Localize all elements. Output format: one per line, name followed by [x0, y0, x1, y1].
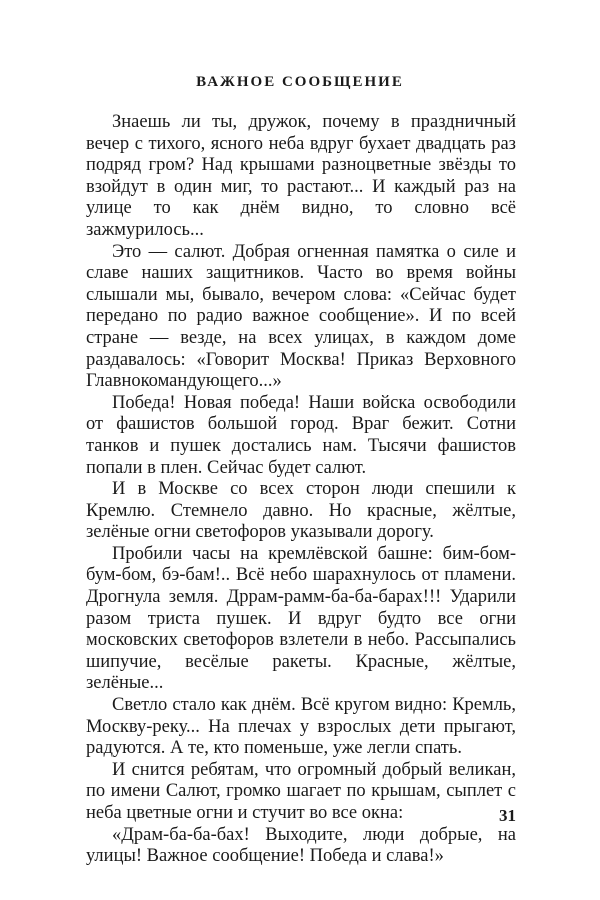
page-number: 31 [499, 806, 516, 825]
paragraph: «Драм-ба-ба-бах! Выходите, люди добрые, на улицы! Важное сообщение! Победа и слава!» [86, 824, 516, 867]
paragraph: Знаешь ли ты, дружок, почему в праздничный вечер с тихого, ясного неба вдруг бухает двадцать раз подряд гром? Над крышами разноцветные звёзды то взойдут в один миг, то растают... И каждый раз на улице то как днём видно, то словно всё зажмурилось... [86, 112, 516, 240]
paragraph: Победа! Новая победа! Наши войска освободили от фашистов большой город. Враг бежит. Сотни танков и пушек достались нам. Тысячи фашистов попали в плен. Сейчас будет салют. [86, 392, 516, 478]
paragraph: Светло стало как днём. Всё кругом видно: Кремль, Москву-реку... На плечах у взрослых дети прыгают, радуются. А те, кто поменьше, уже легли спать. [86, 695, 516, 759]
paragraph: Пробили часы на кремлёвской башне: бим-бом-бум-бом, бэ-бам!.. Всё небо шарахнулось от пламени. Дрогнула земля. Дррам-рамм-ба-ба-барах!!! Ударили разом триста пушек. И вдруг будто все огни московских светофоров взлетели в небо. Рассыпались шипучие, весёлые ракеты. Красные, жёлтые, зелёные... [86, 543, 516, 694]
paragraph: Это — салют. Добрая огненная памятка о силе и славе наших защитников. Часто во время войны слышали мы, бывало, вечером слова: «Сейчас будет передано по радио важное сообщение». И по всей стране — везде, на всех улицах, в каждом доме раздавалось: «Говорит Москва! Приказ Верховного Главнокомандующего...» [86, 241, 516, 392]
paragraph: И в Москве со всех сторон люди спешили к Кремлю. Стемнело давно. Но красные, жёлтые, зелёные огни светофоров указывали дорогу. [86, 479, 516, 543]
paragraph: И снится ребятам, что огромный добрый великан, по имени Салют, громко шагает по крышам, сыплет с неба цветные огни и стучит во все окна: [86, 759, 516, 823]
page-title: ВАЖНОЕ СООБЩЕНИЕ [196, 74, 404, 90]
body-text [86, 112, 516, 868]
